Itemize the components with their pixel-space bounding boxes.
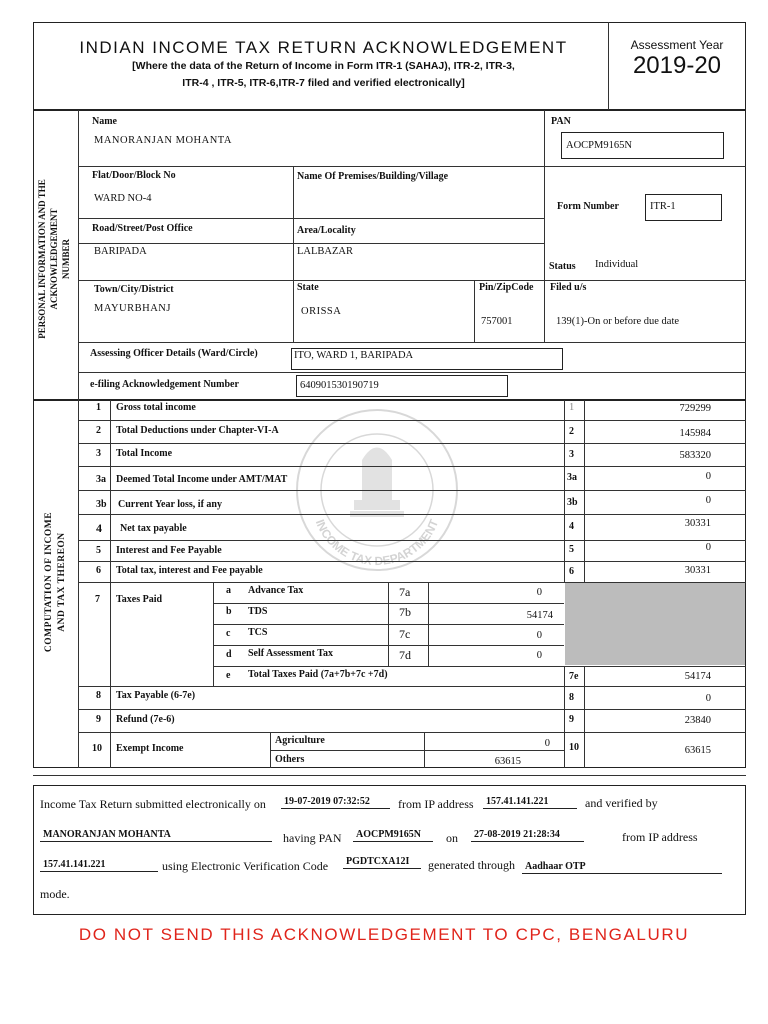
subrow-letter: b bbox=[226, 606, 232, 617]
road-label: Road/Street/Post Office bbox=[92, 223, 193, 234]
flat-value: WARD NO-4 bbox=[94, 193, 152, 204]
row-code: 10 bbox=[569, 742, 579, 753]
personal-section-label: PERSONAL INFORMATION AND THE ACKNOWLEDGEMENT NUMBER bbox=[37, 179, 72, 339]
road-value: BARIPADA bbox=[94, 246, 147, 257]
verification-text: Income Tax Return submitted electronically on bbox=[40, 797, 266, 811]
ao-value: ITO, WARD 1, BARIPADA bbox=[294, 350, 414, 361]
rule bbox=[78, 514, 746, 515]
filed-value: 139(1)-On or before due date bbox=[556, 316, 680, 327]
assessment-year-label: Assessment Year bbox=[630, 38, 724, 52]
others-label: Others bbox=[275, 754, 305, 765]
rule bbox=[213, 645, 564, 646]
subrow-letter: a bbox=[226, 585, 231, 596]
verification-text: using Electronic Verification Code bbox=[162, 859, 329, 873]
row-no: 1 bbox=[96, 402, 101, 413]
row-code: 5 bbox=[569, 544, 574, 555]
row-code: 4 bbox=[569, 521, 574, 532]
row-label: Exempt Income bbox=[116, 743, 184, 754]
verifier-pan: AOCPM9165N bbox=[353, 828, 433, 842]
subrow-letter: c bbox=[226, 628, 231, 639]
row-label: Refund (7e-6) bbox=[116, 714, 175, 725]
row-no: 8 bbox=[96, 690, 101, 701]
status-value: Individual bbox=[595, 259, 639, 270]
row-no: 6 bbox=[96, 565, 101, 576]
row-label: Net tax payable bbox=[120, 523, 187, 534]
row-value: 30331 bbox=[684, 518, 711, 529]
assessment-year-value: 2019-20 bbox=[632, 52, 722, 79]
flat-label: Flat/Door/Block No bbox=[92, 170, 176, 181]
subrow-value: 0 bbox=[536, 587, 542, 598]
row-value: 0 bbox=[705, 471, 711, 482]
redacted-area bbox=[565, 583, 745, 665]
ao-label: Assessing Officer Details (Ward/Circle) bbox=[90, 348, 258, 359]
row-code: 1 bbox=[569, 402, 575, 413]
row-label: Interest and Fee Payable bbox=[116, 545, 222, 556]
rule bbox=[78, 466, 746, 467]
verify-ip: 157.41.141.221 bbox=[40, 858, 158, 872]
row-code: 3a bbox=[567, 472, 577, 483]
subrow-letter: e bbox=[226, 670, 231, 681]
verified-on: 27-08-2019 21:28:34 bbox=[471, 828, 584, 842]
submitted-on: 19-07-2019 07:32:52 bbox=[281, 795, 390, 809]
rule bbox=[78, 420, 746, 421]
rule bbox=[78, 490, 746, 491]
rule bbox=[213, 582, 214, 686]
ack-label: e-filing Acknowledgement Number bbox=[90, 379, 239, 390]
row-no: 5 bbox=[96, 545, 101, 556]
agriculture-label: Agriculture bbox=[275, 735, 325, 746]
rule bbox=[584, 666, 585, 768]
verification-text: having PAN bbox=[283, 831, 342, 845]
rule bbox=[213, 666, 746, 667]
page-title: INDIAN INCOME TAX RETURN ACKNOWLEDGEMENT bbox=[79, 38, 568, 57]
rule bbox=[213, 603, 564, 604]
pan-value: AOCPM9165N bbox=[566, 140, 632, 151]
computation-section-label: COMPUTATION OF INCOME AND TAX THEREON bbox=[44, 511, 67, 653]
row-code: 7e bbox=[569, 671, 579, 682]
rule bbox=[78, 561, 746, 562]
row-label: Taxes Paid bbox=[116, 594, 163, 605]
name-label: Name bbox=[92, 116, 117, 127]
row-label: Total Deductions under Chapter-VI-A bbox=[116, 425, 279, 436]
filed-label: Filed u/s bbox=[550, 282, 587, 293]
rule bbox=[544, 110, 545, 342]
rule bbox=[213, 624, 564, 625]
row-value: 729299 bbox=[679, 403, 711, 414]
row-value: 145984 bbox=[679, 428, 711, 439]
footer-warning: DO NOT SEND THIS ACKNOWLEDGEMENT TO CPC, BENGALURU bbox=[78, 925, 690, 944]
rule bbox=[564, 400, 565, 582]
subrow-code: 7a bbox=[399, 585, 411, 599]
subrow-code: 7b bbox=[399, 605, 411, 619]
rule bbox=[78, 280, 746, 281]
rule bbox=[564, 666, 565, 768]
town-value: MAYURBHANJ bbox=[94, 303, 171, 314]
subrow-letter: d bbox=[226, 649, 232, 660]
row-label: Tax Payable (6-7e) bbox=[116, 690, 196, 701]
state-label: State bbox=[297, 282, 319, 293]
rule bbox=[78, 243, 544, 244]
subrow-value: 0 bbox=[536, 650, 542, 661]
form-number-value: ITR-1 bbox=[650, 201, 676, 212]
subrow-label: Total Taxes Paid (7a+7b+7c +7d) bbox=[248, 669, 388, 680]
row-code: 6 bbox=[569, 566, 574, 577]
row-value: 23840 bbox=[684, 715, 711, 726]
row-label: Total tax, interest and Fee payable bbox=[116, 565, 263, 576]
row-no: 2 bbox=[96, 425, 101, 436]
subrow-value: 0 bbox=[536, 630, 542, 641]
rule bbox=[110, 400, 111, 768]
row-label: Deemed Total Income under AMT/MAT bbox=[116, 474, 288, 485]
row-value: 0 bbox=[705, 693, 711, 704]
rule bbox=[78, 709, 746, 710]
rule bbox=[78, 686, 746, 687]
pin-value: 757001 bbox=[481, 316, 513, 327]
subrow-label: TCS bbox=[248, 627, 268, 638]
subrow-value: 54174 bbox=[526, 610, 553, 621]
verifier-name: MANORANJAN MOHANTA bbox=[40, 828, 272, 842]
rule bbox=[293, 166, 294, 342]
row-no: 3a bbox=[96, 474, 106, 485]
area-value: LALBAZAR bbox=[297, 246, 353, 257]
rule bbox=[544, 166, 746, 167]
row-label: Total Income bbox=[116, 448, 173, 459]
row-code: 3b bbox=[567, 497, 578, 508]
row-value: 0 bbox=[705, 495, 711, 506]
subrow-label: TDS bbox=[248, 606, 268, 617]
verification-top-rule bbox=[33, 775, 746, 776]
row-no: 3b bbox=[96, 499, 107, 510]
verification-text: mode. bbox=[40, 887, 70, 901]
area-label: Area/Locality bbox=[297, 225, 356, 236]
row-code: 3 bbox=[569, 449, 574, 460]
row-code: 9 bbox=[569, 714, 574, 725]
subrow-code: 7d bbox=[399, 648, 411, 662]
row-value: 0 bbox=[705, 542, 711, 553]
subrow-code: 7c bbox=[399, 627, 411, 641]
verification-text: generated through bbox=[428, 858, 515, 872]
verification-text: on bbox=[446, 831, 458, 845]
page-subtitle-1: [Where the data of the Return of Income in Form ITR-1 (SAHAJ), ITR-2, ITR-3, bbox=[132, 60, 515, 72]
pin-label: Pin/ZipCode bbox=[479, 282, 534, 293]
agriculture-value: 0 bbox=[544, 738, 550, 749]
section-divider bbox=[78, 110, 79, 400]
section-divider bbox=[78, 400, 79, 768]
row-label: Gross total income bbox=[116, 402, 196, 413]
row-no: 7 bbox=[95, 594, 100, 605]
rule bbox=[78, 166, 544, 167]
verification-text: from IP address bbox=[622, 830, 698, 844]
row-no: 4 bbox=[96, 521, 102, 535]
rule bbox=[584, 400, 585, 582]
row-no: 9 bbox=[96, 714, 101, 725]
rule bbox=[474, 280, 475, 342]
row-value: 30331 bbox=[684, 565, 711, 576]
verification-method: Aadhaar OTP bbox=[522, 860, 722, 874]
verification-text: and verified by bbox=[585, 796, 658, 810]
row-value: 63615 bbox=[684, 745, 711, 756]
rule bbox=[78, 342, 746, 343]
row-value: 583320 bbox=[679, 450, 711, 461]
row-value: 54174 bbox=[684, 671, 711, 682]
row-code: 2 bbox=[569, 426, 574, 437]
row-label: Current Year loss, if any bbox=[118, 499, 222, 510]
pan-label: PAN bbox=[551, 116, 571, 127]
premises-label: Name Of Premises/Building/Village bbox=[297, 171, 449, 182]
evc-code: PGDTCXA12I bbox=[343, 855, 421, 869]
row-no: 3 bbox=[96, 448, 101, 459]
rule bbox=[78, 372, 746, 373]
rule bbox=[78, 218, 544, 219]
rule bbox=[78, 443, 746, 444]
rule bbox=[78, 540, 746, 541]
rule bbox=[78, 732, 746, 733]
verification-text: from IP address bbox=[398, 797, 474, 811]
subrow-label: Advance Tax bbox=[248, 585, 304, 596]
form-number-label: Form Number bbox=[557, 201, 619, 212]
others-value: 63615 bbox=[494, 756, 521, 767]
ack-value: 640901530190719 bbox=[300, 380, 379, 391]
town-label: Town/City/District bbox=[94, 284, 174, 295]
row-no: 10 bbox=[92, 743, 102, 754]
state-value: ORISSA bbox=[301, 306, 342, 317]
submit-ip: 157.41.141.221 bbox=[483, 795, 577, 809]
status-label: Status bbox=[549, 261, 576, 272]
name-value: MANORANJAN MOHANTA bbox=[94, 135, 232, 146]
page-subtitle-2: ITR-4 , ITR-5, ITR-6,ITR-7 filed and verified electronically] bbox=[182, 77, 465, 89]
subrow-label: Self Assessment Tax bbox=[248, 648, 334, 659]
svg-text:INCOME TAX DEPARTMENT: INCOME TAX DEPARTMENT bbox=[312, 517, 442, 569]
row-code: 8 bbox=[569, 692, 574, 703]
